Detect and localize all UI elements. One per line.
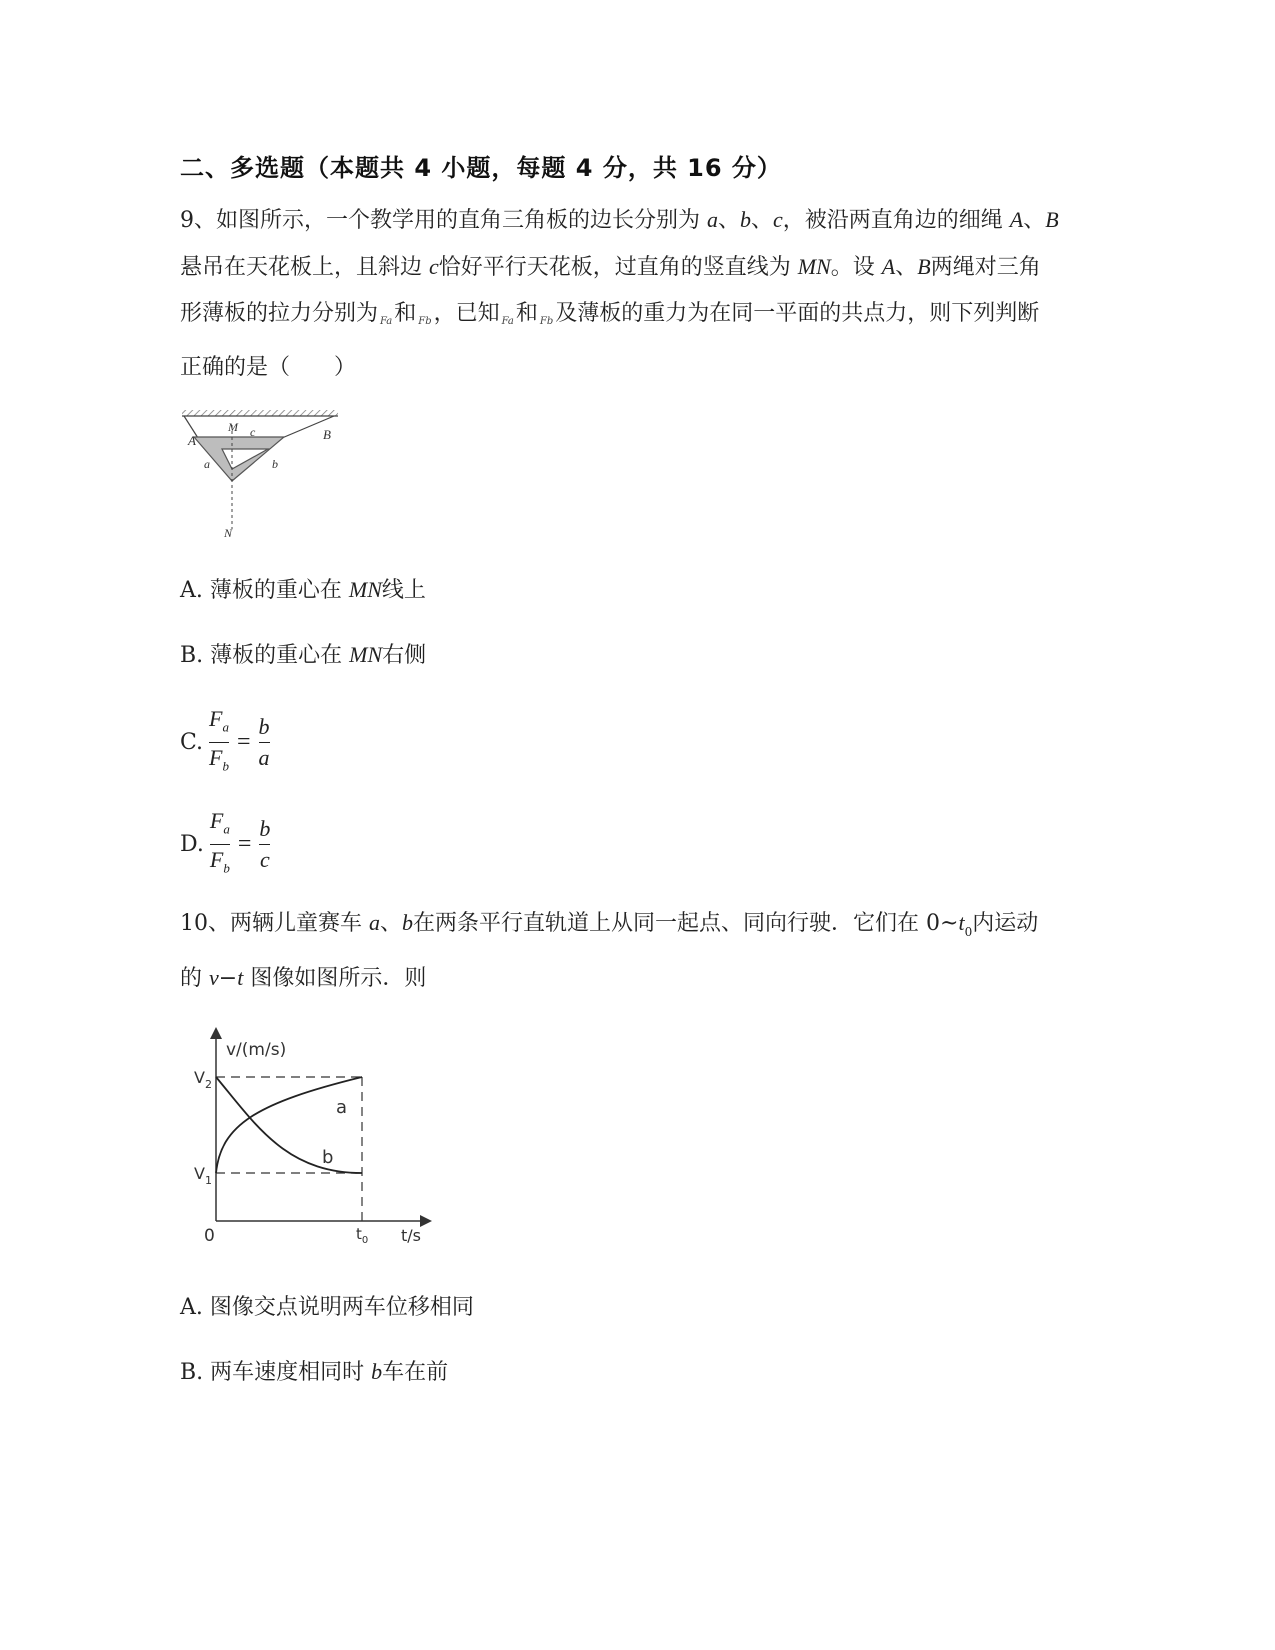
q9-c-rden: a	[258, 745, 270, 771]
q9-c-rnum: b	[258, 714, 270, 740]
origin-label: 0	[204, 1226, 215, 1246]
q9-d-rnum: b	[259, 816, 271, 842]
x-axis-label: t/s	[401, 1226, 421, 1245]
curve-a	[216, 1077, 362, 1173]
q10-option-a[interactable]	[180, 1290, 474, 1321]
q9-sep-3: 、	[1023, 208, 1046, 233]
q9-var-c: c	[773, 207, 783, 232]
q9-text-4: 恰好平行天花板，过直角的竖直线为	[438, 255, 798, 280]
q10-sep-1: 、	[380, 911, 403, 936]
q10-var-a: a	[369, 910, 380, 935]
q9-text-3: 悬吊在天花板上，且斜边	[180, 255, 429, 280]
q9-option-c[interactable]	[180, 706, 270, 780]
q10-var-v: v	[209, 965, 219, 990]
q10-var-t: t	[237, 965, 244, 990]
q9-sep-1: 、	[718, 208, 741, 233]
q9-d-equals: =	[237, 831, 252, 858]
question-10-text	[180, 900, 1060, 1002]
q10-var-t0-sub: 0	[964, 925, 973, 939]
curve-b-label: b	[322, 1147, 334, 1168]
q9-c-equals: =	[237, 729, 251, 756]
v1-label: $V_1$	[194, 1164, 212, 1187]
q9-option-c-right-fraction	[259, 714, 270, 771]
q9-option-d[interactable]	[180, 808, 270, 882]
label-N: N	[224, 526, 233, 540]
q9-option-d-right-fraction	[259, 816, 270, 873]
q9-text-2: ，被沿两直角边的细绳	[782, 208, 1010, 233]
q9-Fb-2: Fb	[539, 316, 554, 327]
q9-text-6: 两绳对三角形薄板的拉力分别为	[180, 255, 1041, 326]
q9-text-1: 如图所示，一个教学用的直角三角板的边长分别为	[216, 208, 707, 233]
q9-Fb-1: Fb	[418, 316, 432, 327]
q9-text-9: 和	[515, 301, 538, 326]
q9-var-B-2: B	[917, 254, 931, 279]
q9-option-c-label: C.	[180, 730, 204, 756]
q10-option-a-text: A. 图像交点说明两车位移相同	[180, 1295, 474, 1320]
q9-c-num: F	[209, 706, 223, 731]
q9-sep-4: 、	[895, 255, 918, 280]
q9-text-7: 和	[394, 301, 417, 326]
q9-d-num-sub: a	[223, 821, 230, 837]
q10-option-b-post: 车在前	[382, 1360, 449, 1385]
q10-text-3: 内运动的	[180, 911, 1039, 991]
q9-option-a[interactable]	[180, 573, 426, 604]
q9-text-8: ，已知	[433, 301, 500, 326]
q9-d-den: F	[209, 847, 224, 873]
question-9-text	[180, 197, 1060, 391]
q9-option-d-label: D.	[180, 832, 204, 858]
q9-var-A-2: A	[881, 254, 896, 279]
q9-option-b-post: 右侧	[382, 643, 427, 668]
fraction-bar	[259, 742, 270, 743]
ceiling-hatch	[182, 410, 338, 416]
q10-option-b-pre: B. 两车速度相同时	[180, 1360, 372, 1385]
curve-a-label: a	[336, 1097, 348, 1118]
q9-option-b-pre: B. 薄板的重心在	[180, 643, 350, 668]
fraction-bar	[259, 844, 270, 845]
label-a: a	[204, 457, 210, 471]
q9-d-num: F	[209, 808, 224, 833]
fraction-bar	[210, 844, 230, 845]
q9-sep-2: 、	[751, 208, 774, 233]
q9-c-den: F	[209, 745, 223, 771]
q9-option-a-post: 线上	[381, 578, 426, 603]
y-axis-label: v/(m/s)	[226, 1040, 287, 1060]
vt-graph	[176, 1025, 441, 1255]
q9-text-10: 及薄板的重力为在同一平面的共点力，则下列判断正确的是（ ）	[180, 301, 1040, 380]
q9-c-den-sub: b	[222, 758, 229, 774]
q9-text-5: 。设	[830, 255, 882, 280]
q10-option-b-var: b	[371, 1359, 383, 1384]
q9-var-a: a	[707, 207, 718, 232]
q9-option-a-mn: MN	[348, 577, 382, 602]
label-B: B	[323, 427, 331, 442]
q9-var-b: b	[740, 207, 752, 232]
label-M: M	[228, 420, 238, 434]
q10-var-t0: t	[958, 910, 965, 935]
v2-label: $V_2$	[194, 1068, 212, 1091]
q10-text-4: 图像如图所示．则	[243, 966, 427, 991]
q10-option-b[interactable]	[180, 1355, 448, 1386]
triangle-plate-figure	[176, 405, 346, 545]
section-title: 二、多选题（本题共 4 小题，每题 4 分，共 16 分）	[180, 154, 782, 182]
q9-option-c-left-fraction	[209, 706, 229, 780]
label-b: b	[272, 457, 278, 471]
q9-option-b-mn: MN	[349, 642, 383, 667]
t0-label: $t_0$	[356, 1225, 369, 1246]
q9-option-a-pre: A. 薄板的重心在	[180, 578, 349, 603]
label-A: A	[188, 433, 196, 448]
q9-var-A: A	[1009, 207, 1024, 232]
q9-Fa-2: Fa	[501, 316, 514, 327]
q10-text-1: 两辆儿童赛车	[230, 911, 369, 936]
q9-var-MN: MN	[797, 254, 831, 279]
q9-option-d-left-fraction	[210, 808, 230, 882]
q9-d-rden: c	[259, 847, 270, 873]
q10-var-b: b	[402, 910, 414, 935]
q10-text-2: 在两条平行直轨道上从同一起点、同向行驶．它们在 0~	[413, 911, 959, 936]
q9-var-B: B	[1045, 207, 1059, 232]
q10-number: 10、	[180, 911, 230, 936]
q9-number: 9、	[180, 208, 216, 233]
q9-d-den-sub: b	[223, 860, 230, 876]
q10-dash: −	[218, 966, 238, 991]
q9-Fa-1: Fa	[380, 316, 393, 327]
label-c: c	[250, 425, 256, 439]
fraction-bar	[209, 742, 229, 743]
q9-c-num-sub: a	[222, 719, 229, 735]
q9-var-c-2: c	[429, 254, 439, 279]
q9-option-b[interactable]	[180, 638, 426, 669]
curve-b	[216, 1077, 362, 1173]
